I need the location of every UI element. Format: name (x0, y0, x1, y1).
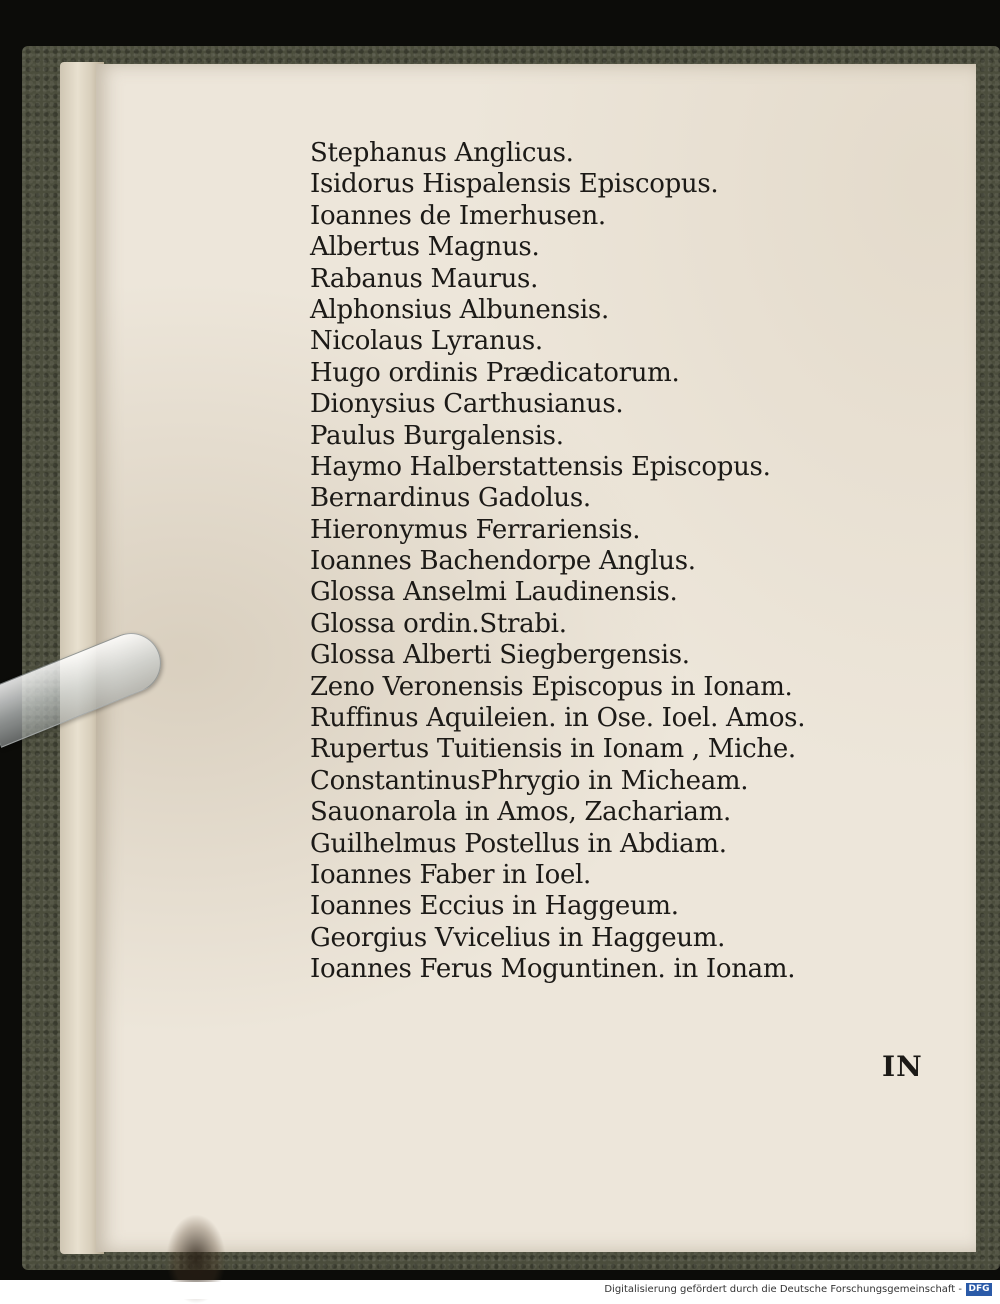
list-item: Hieronymus Ferrariensis. (310, 514, 641, 545)
list-item: Stephanus Anglicus. (310, 138, 574, 168)
dfg-logo-icon: DFG (966, 1283, 992, 1296)
list-item: Rupertus Tuitiensis in Ionam , Miche. (310, 734, 796, 765)
list-item: Isidorus Hispalensis Episcopus. (310, 169, 719, 200)
list-item: Ioannes Bachendorpe Anglus. (310, 546, 696, 577)
list-item: ConstantinusPhrygio in Micheam. (310, 765, 749, 796)
catchword: IN (882, 1050, 923, 1083)
list-item: Zeno Veronensis Episcopus in Ionam. (310, 671, 793, 702)
list-item: Alphonsius Albunensis. (310, 294, 609, 325)
list-item: Rabanus Maurus. (310, 263, 539, 294)
list-item: Bernardinus Gadolus. (310, 483, 591, 514)
list-item: Hugo ordinis Prædicatorum. (310, 357, 680, 388)
list-item: Sauonarola in Amos, Zachariam. (310, 797, 731, 828)
list-item: Ioannes Ferus Moguntinen. in Ionam. (310, 954, 796, 985)
author-list (310, 138, 805, 986)
list-item: Glossa ordin.Strabi. (310, 608, 567, 639)
list-item: Georgius Vvicelius in Haggeum. (310, 922, 726, 953)
list-item: Nicolaus Lyranus. (310, 326, 543, 357)
list-item: Haymo Halberstattensis Episcopus. (310, 451, 771, 482)
funding-credit: Digitalisierung gefördert durch die Deutsche Forschungsgemeinschaft - (604, 1284, 962, 1295)
list-item: Dionysius Carthusianus. (310, 389, 624, 420)
list-item: Ruffinus Aquileien. in Ose. Ioel. Amos. (310, 703, 806, 734)
list-item: Guilhelmus Postellus in Abdiam. (310, 828, 727, 859)
list-item: Paulus Burgalensis. (310, 420, 564, 451)
list-item: Glossa Anselmi Laudinensis. (310, 577, 678, 608)
list-item: Ioannes de Imerhusen. (310, 200, 606, 231)
list-item: Glossa Alberti Siegbergensis. (310, 640, 690, 671)
list-item: Ioannes Faber in Ioel. (310, 859, 592, 890)
list-item: Ioannes Eccius in Haggeum. (310, 891, 679, 922)
list-item: Albertus Magnus. (310, 232, 540, 263)
